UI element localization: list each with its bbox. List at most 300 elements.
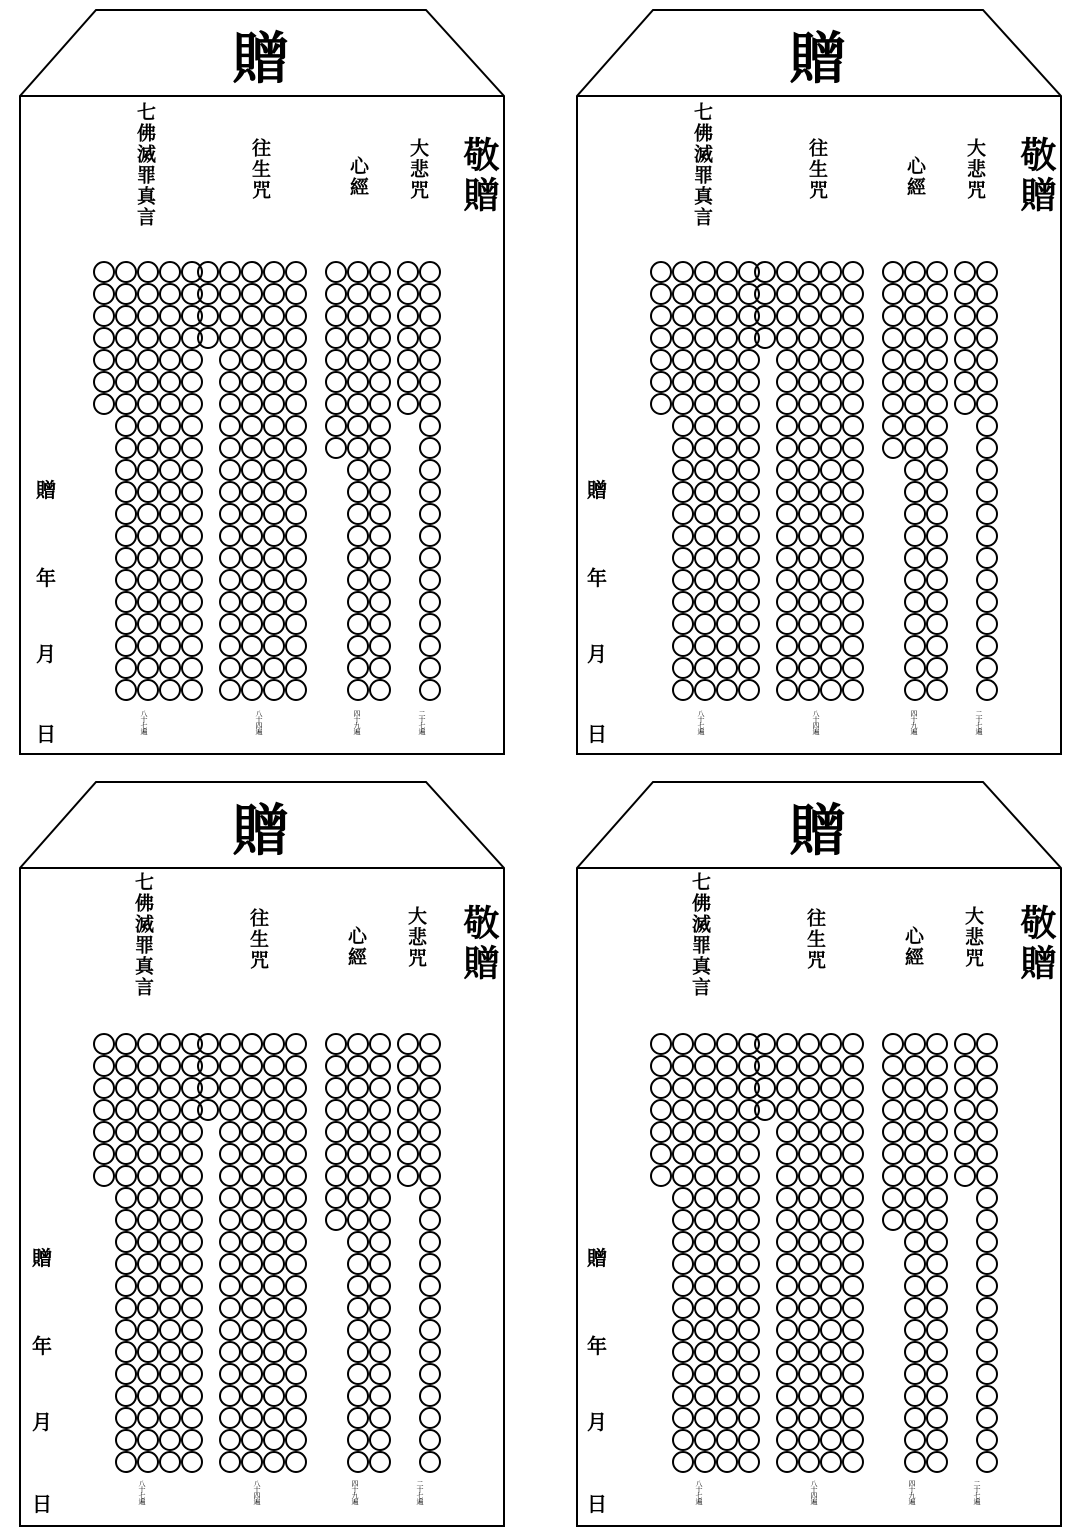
recitation-circle [843,680,863,700]
recitation-circle [348,1166,368,1186]
recitation-circle [420,1298,440,1318]
recitation-circle [651,284,671,304]
recitation-circle [286,526,306,546]
recitation-circle [843,570,863,590]
recitation-circle [326,328,346,348]
recitation-circle [799,306,819,326]
recitation-circle [777,438,797,458]
recitation-circle [905,504,925,524]
column-label-xinjing: 心經 [904,156,926,198]
recitation-circle [905,460,925,480]
envelope-1 [18,8,558,768]
recitation-circle [116,482,136,502]
recitation-circle [843,482,863,502]
recitation-circle [905,328,925,348]
recitation-circle [799,1078,819,1098]
recitation-circle [739,592,759,612]
recitation-circle [905,306,925,326]
recitation-circle [182,1144,202,1164]
recitation-circle [138,1298,158,1318]
recitation-circle [220,1254,240,1274]
recitation-circle [370,1452,390,1472]
recitation-circle [927,1034,947,1054]
recitation-circle [777,1034,797,1054]
recitation-circle [651,1122,671,1142]
recitation-circle [370,1386,390,1406]
recitation-circle [348,438,368,458]
recitation-circle [286,1254,306,1274]
recitation-circle [348,1364,368,1384]
recitation-circle [843,438,863,458]
recitation-circle [843,1254,863,1274]
recitation-circle [673,284,693,304]
recitation-circle [138,1232,158,1252]
recitation-circle [160,1276,180,1296]
envelope-4 [575,780,1086,1540]
count-label-dabei: 二十七遍 [973,1480,981,1504]
recitation-circle [739,416,759,436]
recitation-circle [264,394,284,414]
recitation-circle [182,1188,202,1208]
recitation-circle [799,1144,819,1164]
recitation-circle [821,438,841,458]
recitation-circle [905,1166,925,1186]
recitation-circle [220,1386,240,1406]
recitation-circle [264,1276,284,1296]
recitation-circle [799,482,819,502]
recitation-circle [799,394,819,414]
recitation-circle [977,504,997,524]
date-label-zeng: 贈 [32,1246,52,1270]
recitation-circle [160,526,180,546]
recitation-circle [695,1430,715,1450]
recitation-circle [116,592,136,612]
recitation-circle [398,1166,418,1186]
recitation-circle [717,636,737,656]
recitation-circle [242,504,262,524]
recitation-circle [348,1254,368,1274]
recitation-circle [242,1166,262,1186]
recitation-circle [348,526,368,546]
column-label-wangsheng: 往生咒 [249,138,271,201]
recitation-circle [138,614,158,634]
recitation-circle [242,1034,262,1054]
recitation-circle [220,416,240,436]
recitation-circle [160,680,180,700]
recitation-circle [182,1276,202,1296]
recitation-circle [695,306,715,326]
recitation-circle [927,1430,947,1450]
recitation-circle [370,1408,390,1428]
recitation-circle [843,394,863,414]
recitation-circle [420,394,440,414]
recitation-circle [673,614,693,634]
recitation-circle [420,1078,440,1098]
recitation-circle [843,1188,863,1208]
recitation-circle [220,328,240,348]
recitation-circles [18,8,508,758]
recitation-circle [370,306,390,326]
recitation-circle [116,680,136,700]
recitation-circle [420,1320,440,1340]
recitation-circle [220,1364,240,1384]
recitation-circle [955,262,975,282]
recitation-circle [160,1210,180,1230]
recitation-circle [160,1056,180,1076]
recitation-circle [673,1430,693,1450]
recitation-circle [695,328,715,348]
recitation-circle [242,1056,262,1076]
recitation-circle [717,1430,737,1450]
recitation-circle [695,1056,715,1076]
recitation-circle [739,504,759,524]
recitation-circle [182,482,202,502]
recitation-circle [348,284,368,304]
recitation-circle [348,328,368,348]
recitation-circle [286,1386,306,1406]
recitation-circle [138,636,158,656]
recitation-circle [927,394,947,414]
recitation-circle [116,372,136,392]
recitation-circle [739,614,759,634]
column-label-xinjing: 心經 [902,926,924,968]
column-label-qifo: 七佛滅罪真言 [132,872,154,998]
recitation-circle [420,548,440,568]
recitation-circle [927,680,947,700]
recitation-circle [116,1056,136,1076]
recitation-circle [138,548,158,568]
recitation-circle [160,306,180,326]
recitation-circle [883,1144,903,1164]
recitation-circle [883,394,903,414]
recitation-circle [160,636,180,656]
recitation-circle [160,1254,180,1274]
recitation-circle [348,1408,368,1428]
recitation-circle [927,570,947,590]
recitation-circle [348,460,368,480]
recitation-circle [843,350,863,370]
recitation-circle [370,680,390,700]
recitation-circle [116,1254,136,1274]
recitation-circle [695,262,715,282]
recitation-circle [799,350,819,370]
recitation-circle [695,548,715,568]
recitation-circle [326,394,346,414]
date-label-day: 日 [36,722,56,746]
recitation-circle [286,284,306,304]
recitation-circle [843,372,863,392]
recitation-circle [695,504,715,524]
recitation-circle [286,1452,306,1472]
recitation-circle [160,1364,180,1384]
recitation-circle [977,1166,997,1186]
recitation-circle [182,1210,202,1230]
column-label-wangsheng: 往生咒 [247,908,269,971]
recitation-circle [717,350,737,370]
recitation-circle [420,1034,440,1054]
recitation-circle [905,1188,925,1208]
recitation-circle [977,680,997,700]
recitation-circle [420,372,440,392]
recitation-circle [420,1188,440,1208]
recitation-circle [116,328,136,348]
recitation-circle [695,460,715,480]
recitation-circle [905,262,925,282]
recitation-circle [116,1100,136,1120]
recitation-circle [695,438,715,458]
recitation-circle [673,350,693,370]
recitation-circle [220,1232,240,1252]
recitation-circle [116,1408,136,1428]
recitation-circle [116,1320,136,1340]
recitation-circle [398,284,418,304]
recitation-circle [94,262,114,282]
recitation-circle [927,636,947,656]
recitation-circle [717,1034,737,1054]
recitation-circle [977,1210,997,1230]
recitation-circle [673,1298,693,1318]
recitation-circle [717,570,737,590]
recitation-circle [777,1210,797,1230]
recitation-circle [695,1122,715,1142]
recitation-circle [955,350,975,370]
recitation-circle [717,1386,737,1406]
recitation-circle [286,658,306,678]
recitation-circle [116,350,136,370]
recitation-circle [777,284,797,304]
recitation-circle [739,1188,759,1208]
recitation-circle [220,372,240,392]
count-label-wangsheng: 八十四遍 [810,1480,818,1504]
recitation-circle [883,284,903,304]
recitation-circle [883,1188,903,1208]
recitation-circle [242,482,262,502]
recitation-circle [94,372,114,392]
count-label-qifo: 八十七遍 [140,710,148,734]
recitation-circle [286,482,306,502]
recitation-circle [739,350,759,370]
recitation-circle [286,262,306,282]
envelope-3 [18,780,558,1540]
recitation-circle [220,658,240,678]
recitation-circle [420,592,440,612]
recitation-circle [138,284,158,304]
recitation-circle [905,1254,925,1274]
recitation-circle [821,1452,841,1472]
recitation-circle [717,1342,737,1362]
recitation-circle [220,1408,240,1428]
recitation-circle [326,416,346,436]
recitation-circle [420,1232,440,1252]
recitation-circle [695,1100,715,1120]
recitation-circle [138,350,158,370]
recitation-circle [160,1298,180,1318]
recitation-circle [420,482,440,502]
date-label-zeng: 贈 [36,478,56,502]
recitation-circle [739,1166,759,1186]
recitation-circle [799,1100,819,1120]
recitation-circle [348,1078,368,1098]
recitation-circle [695,1320,715,1340]
recitation-circle [821,1122,841,1142]
recitation-circle [799,1166,819,1186]
recitation-circle [883,416,903,436]
recitation-circle [348,680,368,700]
recitation-circle [286,1276,306,1296]
recitation-circle [160,1408,180,1428]
recitation-circle [182,1386,202,1406]
recitation-circle [160,614,180,634]
recitation-circle [160,482,180,502]
recitation-circle [717,262,737,282]
recitation-circle [673,328,693,348]
recitation-circle [883,1210,903,1230]
recitation-circle [883,350,903,370]
recitation-circle [138,394,158,414]
recitation-circle [138,1166,158,1186]
recitation-circle [326,438,346,458]
recitation-circle [777,460,797,480]
recitation-circle [977,1408,997,1428]
salutation: 敬贈 [1015,136,1056,216]
recitation-circle [673,636,693,656]
recitation-circle [843,1056,863,1076]
recitation-circle [348,394,368,414]
recitation-circle [94,328,114,348]
recitation-circle [955,306,975,326]
recitation-circle [905,680,925,700]
recitation-circle [977,1254,997,1274]
recitation-circle [717,1100,737,1120]
recitation-circle [370,1298,390,1318]
recitation-circle [242,1122,262,1142]
recitation-circle [739,1430,759,1450]
recitation-circle [348,1122,368,1142]
recitation-circle [717,1452,737,1472]
recitation-circle [160,328,180,348]
recitation-circle [286,1320,306,1340]
recitation-circle [242,1232,262,1252]
recitation-circle [799,1232,819,1252]
recitation-circle [799,1430,819,1450]
recitation-circle [843,328,863,348]
recitation-circle [843,1122,863,1142]
recitation-circle [348,416,368,436]
recitation-circle [977,1276,997,1296]
recitation-circle [955,1166,975,1186]
recitation-circle [977,658,997,678]
recitation-circle [843,1210,863,1230]
recitation-circle [242,1430,262,1450]
recitation-circle [695,350,715,370]
recitation-circle [673,1056,693,1076]
recitation-circle [286,1408,306,1428]
recitation-circle [264,350,284,370]
recitation-circle [242,1210,262,1230]
recitation-circle [843,548,863,568]
recitation-circles [18,780,508,1530]
recitation-circle [977,1430,997,1450]
recitation-circle [398,328,418,348]
recitation-circle [977,1100,997,1120]
recitation-circle [927,284,947,304]
recitation-circle [651,1056,671,1076]
recitation-circle [799,416,819,436]
recitation-circle [220,284,240,304]
recitation-circle [286,680,306,700]
date-label-month: 月 [36,642,56,666]
recitation-circle [286,1364,306,1384]
recitation-circle [348,592,368,612]
recitation-circle [905,372,925,392]
flap-title: 贈 [789,27,846,92]
recitation-circle [673,526,693,546]
recitation-circle [651,1034,671,1054]
recitation-circle [348,1386,368,1406]
recitation-circle [777,1078,797,1098]
recitation-circle [116,1232,136,1252]
recitation-circle [264,1408,284,1428]
recitation-circle [370,1254,390,1274]
recitation-circle [420,1364,440,1384]
recitation-circle [286,1342,306,1362]
recitation-circle [717,1254,737,1274]
recitation-circle [673,1254,693,1274]
recitation-circle [717,394,737,414]
recitation-circle [821,372,841,392]
recitation-circle [777,394,797,414]
recitation-circle [160,1100,180,1120]
recitation-circle [821,328,841,348]
column-label-xinjing: 心經 [347,156,369,198]
recitation-circle [264,438,284,458]
recitation-circle [242,548,262,568]
recitation-circle [220,680,240,700]
recitation-circle [799,658,819,678]
recitation-circle [739,1276,759,1296]
recitation-circle [799,1034,819,1054]
recitation-circle [348,504,368,524]
recitation-circle [420,658,440,678]
count-label-xinjing: 四十九遍 [351,1480,359,1504]
recitation-circle [242,394,262,414]
recitation-circle [420,1166,440,1186]
recitation-circle [348,1452,368,1472]
recitation-circle [843,1342,863,1362]
recitation-circle [799,284,819,304]
recitation-circle [717,680,737,700]
recitation-circle [264,592,284,612]
recitation-circle [286,548,306,568]
recitation-circle [717,306,737,326]
date-label-zeng: 贈 [587,1246,607,1270]
recitation-circle [348,570,368,590]
date-label-year: 年 [587,1334,607,1358]
recitation-circle [821,262,841,282]
recitation-circle [777,1232,797,1252]
recitation-circle [927,416,947,436]
recitation-circle [138,482,158,502]
recitation-circle [717,1188,737,1208]
recitation-circle [348,658,368,678]
recitation-circle [182,1320,202,1340]
recitation-circle [651,1144,671,1164]
recitation-circle [138,1100,158,1120]
recitation-circle [264,1034,284,1054]
recitation-circle [398,1100,418,1120]
recitation-circle [777,1386,797,1406]
recitation-circle [673,306,693,326]
